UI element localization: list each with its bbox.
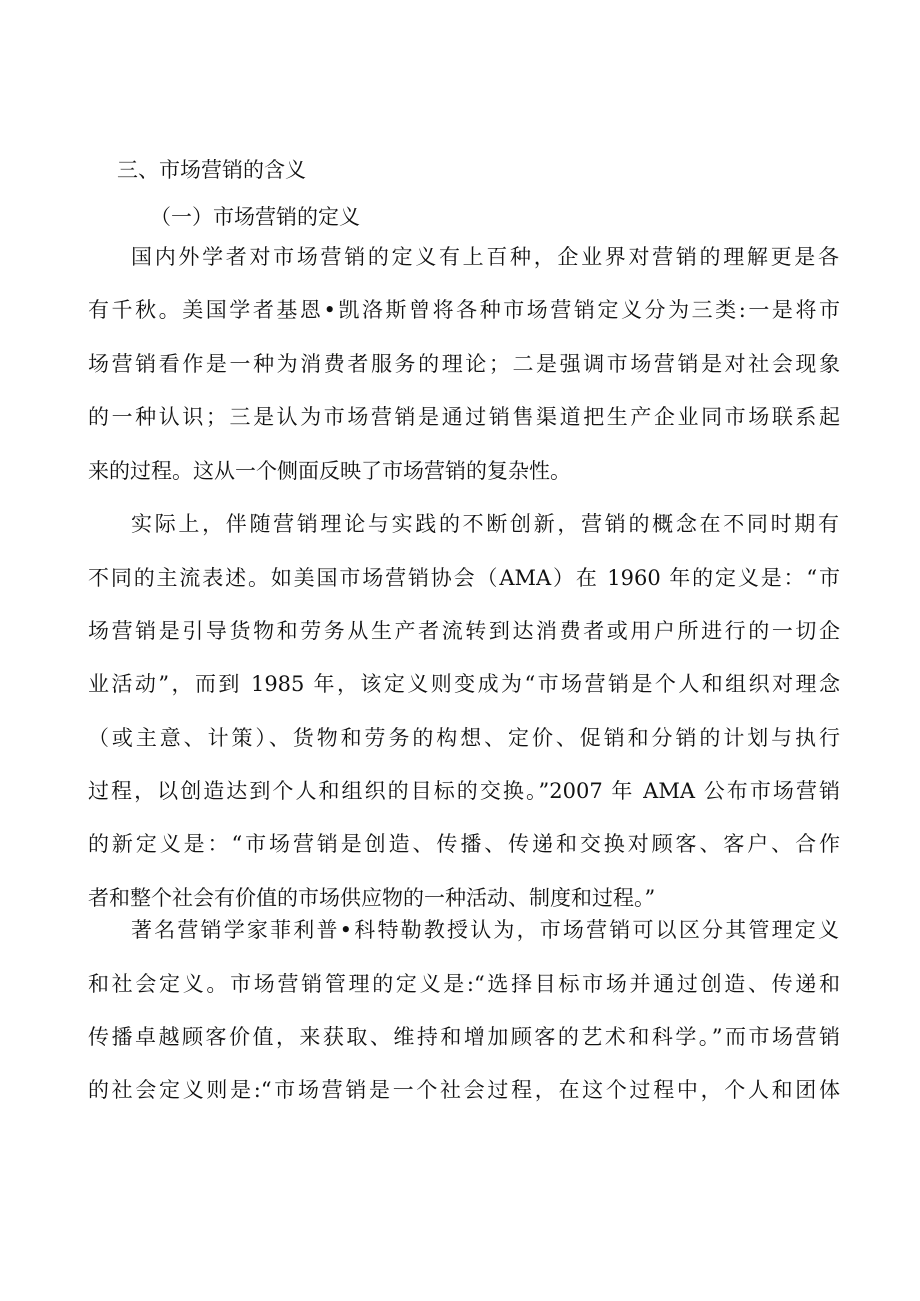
paragraph-line: 和社会定义。市场营销管理的定义是:“选择目标市场并通过创造、传递和 (88, 972, 840, 996)
paragraph-line: 场营销看作是一种为消费者服务的理论；二是强调市场营销是对社会现象 (88, 352, 840, 376)
paragraph-line: 的一种认识；三是认为市场营销是通过销售渠道把生产企业同市场联系起 (88, 405, 840, 429)
paragraph-line: 不同的主流表述。如美国市场营销协会（AMA）在 1960 年的定义是：“市 (88, 566, 840, 590)
paragraph-line: 业活动”，而到 1985 年，该定义则变成为“市场营销是个人和组织对理念 (88, 672, 840, 696)
paragraph-line: 著名营销学家菲利普•科特勒教授认为，市场营销可以区分其管理定义 (131, 918, 839, 942)
paragraph-line: 的新定义是：“市场营销是创造、传播、传递和交换对顾客、客户、合作 (88, 832, 840, 856)
paragraph-line: 实际上，伴随营销理论与实践的不断创新，营销的概念在不同时期有 (131, 512, 839, 536)
paragraph-line: 来的过程。这从一个侧面反映了市场营销的复杂性。 (88, 459, 571, 483)
paragraph-line: （或主意、计策）、货物和劳务的构想、定价、促销和分销的计划与执行 (88, 726, 840, 750)
subsection-heading: （一）市场营销的定义 (150, 205, 360, 229)
paragraph-line: 有千秋。美国学者基恩•凯洛斯曾将各种市场营销定义分为三类:一是将市 (88, 298, 840, 322)
section-heading: 三、市场营销的含义 (117, 158, 306, 182)
paragraph-line: 的社会定义则是:“市场营销是一个社会过程，在这个过程中，个人和团体 (88, 1078, 840, 1102)
paragraph-line: 过程，以创造达到个人和组织的目标的交换。”2007 年 AMA 公布市场营销 (88, 779, 840, 803)
paragraph-line: 场营销是引导货物和劳务从生产者流转到达消费者或用户所进行的一切企 (88, 619, 840, 643)
paragraph-line: 传播卓越顾客价值，来获取、维持和增加顾客的艺术和科学。”而市场营销 (88, 1025, 840, 1049)
paragraph-line: 者和整个社会有价值的市场供应物的一种活动、制度和过程。” (88, 886, 656, 910)
paragraph-line: 国内外学者对市场营销的定义有上百种，企业界对营销的理解更是各 (131, 245, 839, 269)
